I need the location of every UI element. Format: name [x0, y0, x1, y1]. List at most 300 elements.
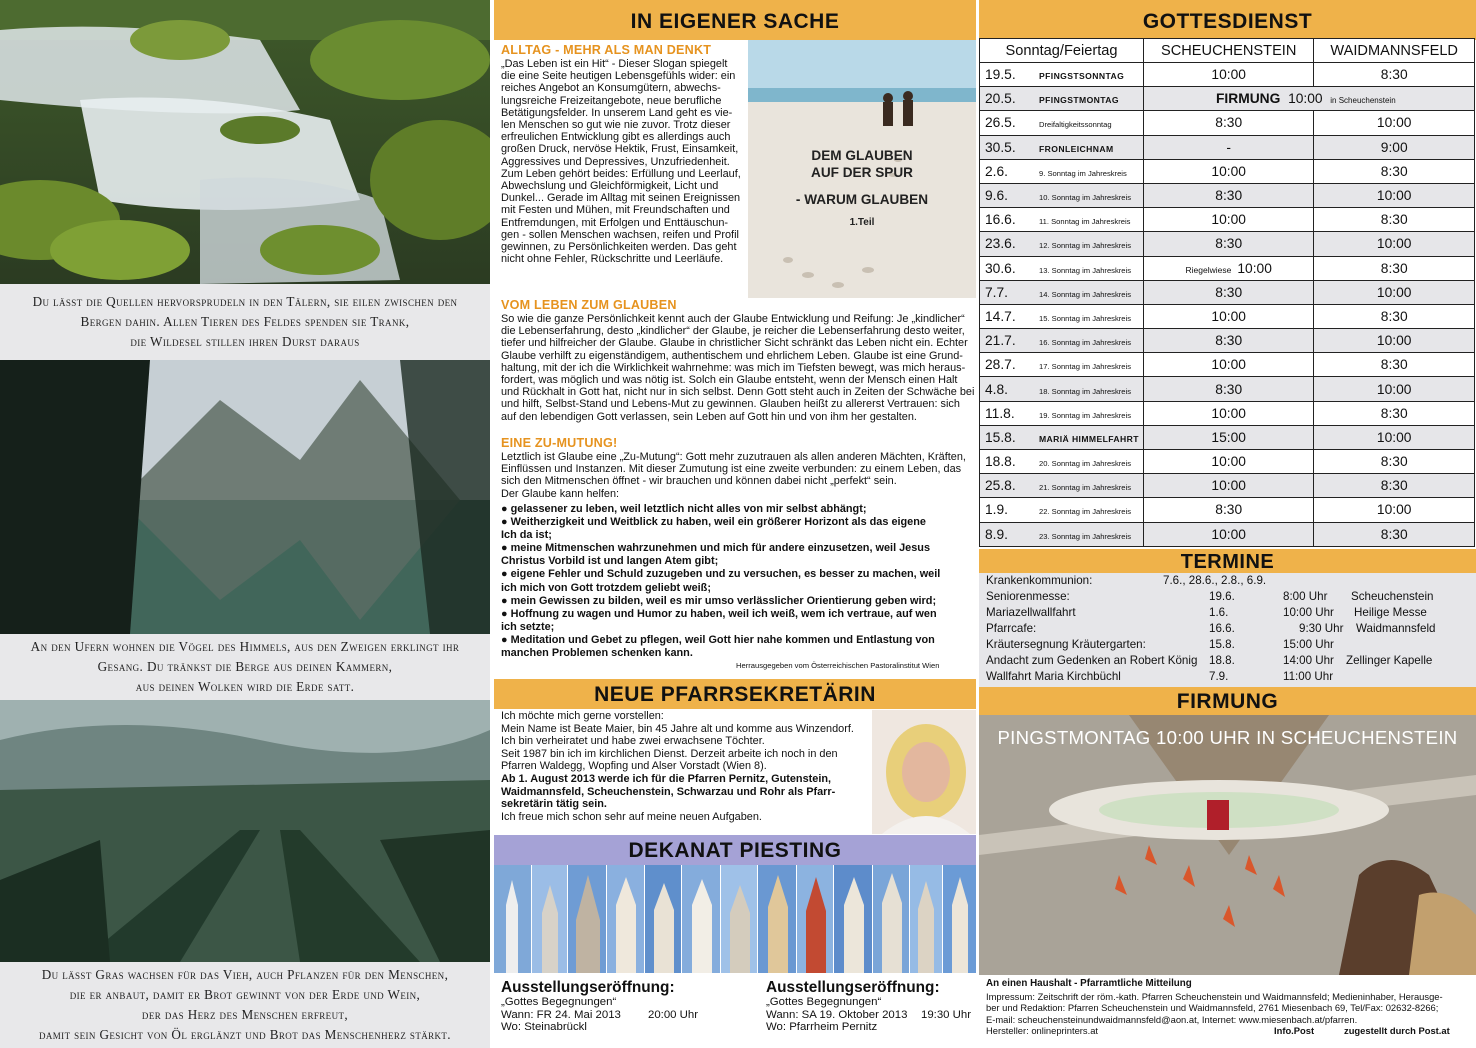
section-header-gottesdienst: GOTTESDIENST	[979, 0, 1476, 40]
waidmannsfeld-cell	[1314, 304, 1475, 328]
scheuchenstein-time: 10:00	[1211, 163, 1246, 179]
termin-row	[986, 669, 1466, 685]
section-header-dekanat: DEKANAT PIESTING	[494, 835, 976, 865]
caption-line: Du lässt die Quellen hervorsprudeln in den Tälern, sie eilen zwischen den	[32, 294, 458, 309]
table-row	[980, 401, 1475, 425]
glaube-bullet-list	[501, 503, 976, 660]
date-cell	[980, 256, 1144, 280]
psalm-caption-3	[0, 962, 490, 1048]
caption-line: damit sein Gesicht von Öl erglänzt und Brot das Menschenherz stärkt.	[38, 1027, 452, 1042]
date-cell	[980, 232, 1144, 256]
text-line: Aggressives und Depressives, Unzufriedenheit.	[501, 155, 730, 168]
service-occasion: 18. Sonntag im Jahreskreis	[1039, 386, 1132, 396]
termin-name: Mariazellwallfahrt	[986, 606, 1076, 619]
pfarrsekretaerin-intro	[501, 710, 871, 823]
service-occasion: 17. Sonntag im Jahreskreis	[1039, 362, 1132, 372]
service-occasion: 14. Sonntag im Jahreskreis	[1039, 289, 1132, 299]
scheuchenstein-cell	[1144, 498, 1314, 522]
scheuchenstein-time: 10:00	[1211, 526, 1246, 542]
termin-date: 15.8.	[1209, 638, 1235, 651]
table-row	[980, 522, 1475, 546]
impressum-line: E-mail: scheuchensteinundwaidmannsfeld@aon.at, Internet: www.miesenbach.at/pfarren.	[986, 1013, 1358, 1025]
footer-title: An einen Haushalt - Pfarramtliche Mitteilung	[986, 978, 1192, 989]
waidmannsfeld-time: 8:30	[1380, 163, 1408, 179]
termin-time: 15:00 Uhr	[1283, 638, 1334, 651]
termin-time: 11:00 Uhr	[1283, 670, 1334, 683]
date-cell	[980, 474, 1144, 498]
subheading-vom-leben: VOM LEBEN ZUM GLAUBEN	[501, 298, 677, 312]
table-row	[980, 232, 1475, 256]
exhibit-subtitle: „Gottes Begegnungen“	[766, 996, 882, 1008]
text-line: Pfarren Waldegg, Wopfing und Alser Vorstadt (Wien 8).	[501, 760, 767, 773]
gottesdienst-table	[979, 38, 1475, 547]
termin-row	[986, 621, 1466, 637]
subheading-zu-mutung: EINE ZU-MUTUNG!	[501, 436, 618, 450]
service-occasion: 13. Sonntag im Jahreskreis	[1039, 265, 1132, 275]
termin-time: 9:30 Uhr	[1299, 622, 1344, 635]
list-item: Ich da ist;	[501, 529, 552, 542]
waidmannsfeld-time: 10:00	[1376, 429, 1412, 445]
date-cell	[980, 377, 1144, 401]
termin-date: 19.6.	[1209, 590, 1235, 603]
service-date: 23.6.	[985, 236, 1016, 252]
scheuchenstein-time: 8:30	[1215, 115, 1243, 131]
service-occasion: 9. Sonntag im Jahreskreis	[1039, 168, 1127, 178]
church-strip	[494, 865, 976, 973]
waidmannsfeld-time: 8:30	[1380, 478, 1408, 494]
text-line: Abwechslung und Gleichförmigkeit, Licht und	[501, 180, 719, 193]
waterfall-photo	[0, 0, 490, 284]
service-date: 21.7.	[985, 333, 1016, 349]
info-post-label: Info.Post	[1274, 1025, 1315, 1037]
service-occasion: 10. Sonntag im Jahreskreis	[1039, 193, 1132, 203]
waidmannsfeld-time: 8:30	[1380, 357, 1408, 373]
waidmannsfeld-cell	[1314, 135, 1475, 159]
date-cell	[980, 498, 1144, 522]
termin-name: Krankenkommunion:	[986, 574, 1093, 587]
list-item: ● gelassener zu leben, weil letztlich nicht alles von mir selbst abhängt;	[501, 503, 867, 515]
termin-row	[986, 653, 1466, 669]
caption-line: die Wildesel stillen ihren Durst daraus	[130, 334, 360, 349]
termin-name: Wallfahrt Maria Kirchbüchl	[986, 670, 1121, 683]
waidmannsfeld-cell	[1314, 425, 1475, 449]
exhibit-time: 19:30 Uhr	[921, 1008, 972, 1021]
list-item: manchen Problemen schenken kann.	[501, 647, 693, 660]
exhibit-subtitle: „Gottes Begegnungen“	[501, 996, 617, 1008]
waidmannsfeld-cell	[1314, 498, 1475, 522]
section-header-eigene-sache: IN EIGENER SACHE	[494, 0, 976, 40]
waidmannsfeld-cell	[1314, 183, 1475, 207]
list-item: ● Hoffnung zu wagen und Humor zu haben, weil ich weiß, wem ich vertraue, auf wen	[501, 607, 937, 620]
firmung-photo	[979, 715, 1476, 975]
text-line: fordert, was möglich und was nötig ist. Solch ein Glaube entsteht, wenn der Mensch einen Halt	[501, 374, 958, 387]
waidmannsfeld-time: 10:00	[1376, 115, 1412, 131]
service-date: 15.8.	[985, 429, 1016, 445]
waidmannsfeld-time: 10:00	[1376, 333, 1412, 349]
service-date: 30.6.	[985, 260, 1016, 276]
text-line: die eine Seite heutigen Lebensgefühls wider: ein	[501, 70, 736, 83]
overlay-line: DEM GLAUBEN	[811, 148, 913, 163]
caption-line: der das Herz des Menschen erfreut,	[141, 1007, 349, 1022]
waidmannsfeld-cell	[1314, 280, 1475, 304]
termin-time: 10:00 Uhr	[1283, 606, 1334, 619]
service-date: 11.8.	[985, 405, 1015, 421]
date-cell	[980, 111, 1144, 135]
text-line: mit Festen und Mühen, mit Freundschaften und	[501, 204, 730, 217]
list-item: ● Meditation und Gebet zu pflegen, weil Gott hier nahe kommen und Entlastung von	[501, 633, 935, 646]
scheuchenstein-time: 10:00	[1211, 478, 1246, 494]
scheuchenstein-time: 10:00	[1211, 357, 1246, 373]
waidmannsfeld-time: 10:00	[1376, 284, 1412, 300]
service-date: 26.5.	[985, 115, 1016, 131]
table-row	[980, 353, 1475, 377]
church-towers-illustration	[494, 865, 976, 973]
section-header-termine: TERMINE	[979, 549, 1476, 573]
service-occasion: MARIÄ HIMMELFAHRT	[1039, 433, 1139, 444]
exhibit-date: Wann: FR 24. Mai 2013	[501, 1008, 621, 1021]
text-line: Ab 1. August 2013 werde ich für die Pfarren Pernitz, Gutenstein,	[501, 772, 832, 785]
date-cell	[980, 159, 1144, 183]
column-header: WAIDMANNSFELD	[1314, 39, 1475, 63]
list-item: ● mein Gewissen zu bilden, weil es mir umso verlässlicher Orientierung geben wird;	[501, 594, 937, 607]
date-cell	[980, 208, 1144, 232]
waidmannsfeld-time: 8:30	[1380, 67, 1408, 83]
termin-time: 14:00 Uhr	[1283, 654, 1334, 667]
waidmannsfeld-time: 8:30	[1380, 212, 1408, 228]
exhibit-pernitz	[766, 979, 976, 1034]
list-item: ● Weitherzigkeit und Weitblick zu haben, weil ein größerer Horizont als das eigene	[501, 516, 926, 529]
list-item: ich setzte;	[501, 620, 555, 633]
service-occasion: 12. Sonntag im Jahreskreis	[1039, 241, 1132, 251]
service-occasion: 20. Sonntag im Jahreskreis	[1039, 459, 1132, 469]
caption-line: Gesang. Du tränkst die Berge aus deinen Kammern,	[97, 659, 393, 674]
scheuchenstein-time: 8:30	[1215, 381, 1243, 397]
text-line: sekretärin tätig sein.	[501, 798, 607, 811]
scheuchenstein-cell	[1144, 256, 1314, 280]
exhibit-location: Wo: Pfarrheim Pernitz	[766, 1021, 878, 1034]
termin-place: Waidmannsfeld	[1356, 622, 1436, 635]
article-zu-mutung	[501, 451, 976, 500]
waidmannsfeld-cell	[1314, 208, 1475, 232]
scheuchenstein-time: 10:00	[1211, 405, 1246, 421]
scheuchenstein-cell	[1144, 183, 1314, 207]
text-line: Letztlich ist Glaube eine „Zu-Mutung“: Gott mehr zuzutrauen als allen anderen Mächten, Kräften,	[501, 451, 966, 463]
text-line: len Menschen so gut wie nie zuvor. Trotz dieser	[501, 119, 731, 132]
scheuchenstein-cell	[1144, 329, 1314, 353]
lake-photo	[0, 360, 490, 634]
scheuchenstein-time: 10:00	[1211, 454, 1246, 470]
text-line: lungsreiche Freizeitangebote, neue berufliche	[501, 94, 722, 107]
publisher-credit: Herrausgegeben vom Österreichischen Pastoralinstitut Wien	[736, 661, 940, 670]
text-line: und Rückhalt in Gott hat, nicht nur in sich selbst. Denn Gott steht auch in Zeiten der Schwäche bei	[501, 386, 975, 399]
waidmannsfeld-cell	[1314, 474, 1475, 498]
caption-line: aus deinen Wolken wird die Erde satt.	[135, 679, 355, 694]
date-cell	[980, 450, 1144, 474]
service-date: 18.8.	[985, 454, 1016, 470]
scheuchenstein-cell	[1144, 208, 1314, 232]
caption-line: An den Ufern wohnen die Vögel des Himmels, aus den Zweigen erklingt ihr	[30, 639, 460, 654]
impressum-line: Hersteller: onlineprinters.at	[986, 1025, 1099, 1037]
vineyard-photo	[0, 700, 490, 962]
termin-date: 7.9.	[1209, 670, 1229, 683]
termin-date: 16.6.	[1209, 622, 1235, 635]
exhibit-time: 20:00 Uhr	[648, 1008, 699, 1021]
waidmannsfeld-cell	[1314, 401, 1475, 425]
service-date: 8.9.	[985, 526, 1009, 542]
termin-time: 8:00 Uhr	[1283, 590, 1328, 603]
waidmannsfeld-cell	[1314, 329, 1475, 353]
beach-overlay-title	[748, 147, 976, 231]
list-item: ● meine Mitmenschen wahrzunehmen und mich für andere einzusetzen, weil Jesus	[501, 542, 930, 555]
date-cell	[980, 522, 1144, 546]
date-cell	[980, 63, 1144, 87]
scheuchenstein-time: 8:30	[1215, 236, 1243, 252]
waidmannsfeld-time: 8:30	[1380, 526, 1408, 542]
table-row	[980, 63, 1475, 87]
termin-date: 1.6.	[1209, 606, 1229, 619]
text-line: „Das Leben ist ein Hit“ - Dieser Slogan spiegelt	[501, 58, 728, 70]
termin-date: 7.6., 28.6., 2.8., 6.9.	[1163, 574, 1267, 587]
scheuchenstein-cell	[1144, 159, 1314, 183]
scheuchenstein-cell	[1144, 304, 1314, 328]
scheuchenstein-cell	[1144, 232, 1314, 256]
service-occasion: 19. Sonntag im Jahreskreis	[1039, 410, 1132, 420]
waidmannsfeld-time: 8:30	[1380, 405, 1408, 421]
text-line: Ich möchte mich gerne vorstellen:	[501, 710, 664, 722]
text-line: haltung, mit der ich die Wirklichkeit wahrnehme: was mich im Tiefsten bewegt, was mich heraus-	[501, 361, 966, 374]
text-line: Einflüssen und Instanzen. Mit dieser Zumutung ist eine zweite verbunden: zu einem Leben, das	[501, 463, 962, 476]
waidmannsfeld-cell	[1314, 353, 1475, 377]
date-cell	[980, 183, 1144, 207]
waidmannsfeld-time: 10:00	[1376, 502, 1412, 518]
waidmannsfeld-cell	[1314, 111, 1475, 135]
termin-row	[986, 637, 1466, 653]
table-row	[980, 474, 1475, 498]
scheuchenstein-cell	[1144, 450, 1314, 474]
firmung-time: 10:00	[1288, 91, 1323, 107]
table-row	[980, 256, 1475, 280]
post-at-label: zugestellt durch Post.at	[1344, 1025, 1450, 1037]
firmung-label: FIRMUNG	[1216, 91, 1281, 107]
service-date: 14.7.	[985, 308, 1016, 324]
psalm-caption-1	[0, 284, 490, 360]
waidmannsfeld-time: 8:30	[1380, 308, 1408, 324]
text-line: großen Druck, nervöse Hektik, Frust, Einsamkeit,	[501, 143, 739, 156]
psalm-caption-2	[0, 634, 490, 700]
text-line: und hilft, Selbst-Stand und Lebens-Mut zu gewinnen. Glauben heißt zu allererst Vertrauen: sich	[501, 398, 960, 411]
date-cell	[980, 401, 1144, 425]
scheuchenstein-time: 8:30	[1215, 502, 1243, 518]
waidmannsfeld-time: 10:00	[1376, 188, 1412, 204]
service-occasion: 23. Sonntag im Jahreskreis	[1039, 531, 1132, 541]
table-row	[980, 159, 1475, 183]
table-row	[980, 425, 1475, 449]
overlay-line: AUF DER SPUR	[811, 165, 913, 180]
termin-name: Kräutersegnung Kräutergarten:	[986, 638, 1146, 651]
overlay-line: - WARUM GLAUBEN	[795, 192, 929, 207]
scheuchenstein-cell	[1144, 401, 1314, 425]
termin-date: 18.8.	[1209, 654, 1235, 667]
exhibit-date: Wann: SA 19. Oktober 2013	[766, 1008, 908, 1021]
text-line: Ich bin verheiratet und habe zwei erwachsene Töchter.	[501, 735, 765, 748]
waidmannsfeld-time: 10:00	[1376, 381, 1412, 397]
waidmannsfeld-time: 8:30	[1380, 260, 1408, 276]
waidmannsfeld-cell	[1314, 377, 1475, 401]
text-line: auf den lebendigen Gott verlassen, sein Leben auf Gott hin und von ihm her gestalten.	[501, 410, 917, 423]
scheuchenstein-time: 15:00	[1211, 429, 1246, 445]
table-row	[980, 498, 1475, 522]
termin-row	[986, 605, 1466, 621]
termin-place: Scheuchenstein	[1351, 590, 1434, 603]
text-line: Betätigungsfelder. In unserem Land geht es vie-	[501, 106, 733, 119]
scheuchenstein-cell	[1144, 425, 1314, 449]
date-cell	[980, 87, 1144, 111]
scheuchenstein-time: 8:30	[1215, 284, 1243, 300]
service-occasion: 22. Sonntag im Jahreskreis	[1039, 507, 1132, 517]
date-cell	[980, 280, 1144, 304]
service-date: 7.7.	[985, 284, 1009, 300]
section-header-firmung: FIRMUNG	[979, 687, 1476, 715]
service-date: 16.6.	[985, 212, 1016, 228]
text-line: reiches Angebot an Konsumgütern, abwechs-	[501, 82, 721, 95]
service-date: 30.5.	[985, 139, 1016, 155]
service-occasion: Dreifaltigkeitssonntag	[1039, 120, 1112, 130]
service-date: 2.6.	[985, 163, 1009, 179]
secretary-portrait	[872, 710, 976, 834]
article-alltag	[501, 58, 743, 265]
service-occasion: FRONLEICHNAM	[1039, 143, 1114, 154]
scheuchenstein-time: 8:30	[1215, 188, 1243, 204]
text-line: So wie die ganze Persönlichkeit kennt auch der Glaube Entwicklung und Reifung: Je „kindlicher“	[501, 313, 965, 325]
text-line: nicht ohne Fehler, Rückschritte und Leerläufe.	[501, 253, 724, 266]
waidmannsfeld-cell	[1314, 450, 1475, 474]
table-row	[980, 304, 1475, 328]
service-date: 28.7.	[985, 357, 1016, 373]
service-occasion: PFINGSTSONNTAG	[1039, 71, 1125, 82]
list-item: ich mich von Gott trotzdem geliebt weiß;	[501, 581, 711, 594]
termin-place: Heilige Messe	[1354, 606, 1427, 619]
scheuchenstein-cell	[1144, 63, 1314, 87]
scheuchenstein-cell	[1144, 353, 1314, 377]
table-row	[980, 377, 1475, 401]
scheuchenstein-cell	[1144, 135, 1314, 159]
service-date: 1.9.	[985, 502, 1009, 518]
column-header: SCHEUCHENSTEIN	[1144, 39, 1314, 63]
text-line: Waidmannsfeld, Scheuchenstein, Schwarzau und Rohr als Pfarr-	[501, 785, 836, 798]
list-item: Christus Vorbild ist und langen Atem gibt;	[501, 555, 719, 568]
text-line: Mein Name ist Beate Maier, bin 45 Jahre alt und komme aus Winzendorf.	[501, 722, 854, 735]
waidmannsfeld-time: 9:00	[1380, 139, 1408, 155]
text-line: Zum Leben gehört beides: Erfüllung und Leerlauf,	[501, 167, 741, 180]
waidmannsfeld-time: 8:30	[1380, 454, 1408, 470]
termin-name: Pfarrcafe:	[986, 622, 1037, 635]
table-row	[980, 111, 1475, 135]
text-line: Entfremdungen, mit Erfolgen und Enttäuschun-	[501, 216, 729, 229]
table-header-row	[980, 39, 1475, 63]
scheuchenstein-cell	[1144, 474, 1314, 498]
date-cell	[980, 304, 1144, 328]
text-line: Ich freue mich schon sehr auf meine neuen Aufgaben.	[501, 810, 762, 823]
service-date: 4.8.	[985, 381, 1009, 397]
table-row	[980, 280, 1475, 304]
waidmannsfeld-cell	[1314, 63, 1475, 87]
column-header: Sonntag/Feiertag	[980, 39, 1144, 63]
impressum-line: Impressum: Zeitschrift der röm.-kath. Pfarren Scheuchenstein und Waidmannsfeld; Medieninhaber, Herausge-	[986, 991, 1443, 1002]
service-date: 9.6.	[985, 188, 1009, 204]
date-cell	[980, 425, 1144, 449]
scheuchenstein-time: 10:00	[1211, 67, 1246, 83]
merged-cell	[1144, 87, 1475, 111]
text-line: sich den Mitmenschen öffnet - wir brauchen und können dabei nicht „perfekt“ sein.	[501, 475, 897, 488]
text-line: Seit 1987 bin ich im kirchlichen Dienst. Derzeit arbeite ich noch in den	[501, 747, 838, 760]
overlay-line: 1.Teil	[849, 217, 875, 228]
firmung-banner: PINGSTMONTAG 10:00 UHR IN SCHEUCHENSTEIN	[997, 727, 1458, 748]
termin-row	[986, 589, 1466, 605]
service-occasion: 15. Sonntag im Jahreskreis	[1039, 313, 1132, 323]
text-line: Der Glaube kann helfen:	[501, 487, 620, 500]
scheuchenstein-time: 10:00	[1211, 212, 1246, 228]
waidmannsfeld-cell	[1314, 256, 1475, 280]
date-cell	[980, 353, 1144, 377]
beach-photo	[748, 40, 976, 298]
text-line: gen - sollen Menschen wachsen, reifen und Profil	[501, 228, 739, 241]
text-line: die Lebenserfahrung, desto „kindlicher“ der Glaube, je reicher die Lebenserfahrung desto weiter,	[501, 325, 965, 338]
caption-line: die er anbaut, damit er Brot gewinnt von der Erde und Wein,	[69, 987, 421, 1002]
service-date: 20.5.	[985, 91, 1016, 107]
service-date: 25.8.	[985, 478, 1016, 494]
table-row	[980, 450, 1475, 474]
termin-place: Zellinger Kapelle	[1346, 654, 1433, 667]
termin-name: Seniorenmesse:	[986, 590, 1070, 603]
service-occasion: 21. Sonntag im Jahreskreis	[1039, 483, 1132, 493]
text-line: erfreulichen Entwicklung gibt es allerdings auch	[501, 131, 731, 144]
scheuchenstein-cell	[1144, 377, 1314, 401]
date-cell	[980, 329, 1144, 353]
scheuchenstein-time: 8:30	[1215, 333, 1243, 349]
service-occasion: PFINGSTMONTAG	[1039, 95, 1119, 106]
caption-line: Bergen dahin. Allen Tieren des Feldes spenden sie Trank,	[80, 314, 410, 329]
table-row	[980, 208, 1475, 232]
text-line: Glaube verhilft zu eigenständigem, authentischem und ehrlichem Leben. Glaube ist eine Grund-	[501, 349, 963, 362]
waidmannsfeld-cell	[1314, 522, 1475, 546]
scheuchenstein-time: 10:00	[1237, 260, 1272, 276]
exhibit-title: Ausstellungseröffnung:	[501, 979, 675, 996]
impressum	[986, 991, 1470, 1037]
exhibit-steinabrueckl	[501, 979, 741, 1034]
exhibit-location: Wo: Steinabrückl	[501, 1021, 587, 1034]
waidmannsfeld-cell	[1314, 232, 1475, 256]
subheading-alltag: ALLTAG - MEHR ALS MAN DENKT	[501, 43, 712, 57]
waidmannsfeld-time: 10:00	[1376, 236, 1412, 252]
scheuchenstein-time: -	[1226, 139, 1231, 155]
date-cell	[980, 135, 1144, 159]
waidmannsfeld-cell	[1314, 159, 1475, 183]
scheuchenstein-cell	[1144, 522, 1314, 546]
impressum-line: ber und Redaktion: Pfarren Scheuchenstein und Waidmannsfeld, 2761 Miesenbach 69, Tel/Fax: 02632-8266;	[986, 1002, 1439, 1014]
service-location-note: Riegelwiese	[1185, 264, 1232, 275]
list-item: ● eigene Fehler und Schuld zuzugeben und zu versuchen, es besser zu machen, weil	[501, 568, 941, 581]
firmung-place: in Scheuchenstein	[1330, 96, 1396, 106]
text-line: gewinnen, zu Persönlichkeiten werden. Das geht	[501, 241, 737, 254]
section-header-pfarrsekretaerin: NEUE PFARRSEKRETÄRIN	[494, 679, 976, 709]
scheuchenstein-time: 10:00	[1211, 308, 1246, 324]
exhibit-title: Ausstellungseröffnung:	[766, 979, 940, 996]
caption-line: Du lässt Gras wachsen für das Vieh, auch Pflanzen für den Menschen,	[41, 967, 449, 982]
service-occasion: 11. Sonntag im Jahreskreis	[1039, 217, 1131, 227]
text-line: tiefer und hilfreicher der Glaube. Glaube in christlicher Sicht schränkt das Leben nicht ein. Echter	[501, 337, 968, 350]
scheuchenstein-cell	[1144, 111, 1314, 135]
termin-name: Andacht zum Gedenken an Robert König	[986, 654, 1198, 667]
